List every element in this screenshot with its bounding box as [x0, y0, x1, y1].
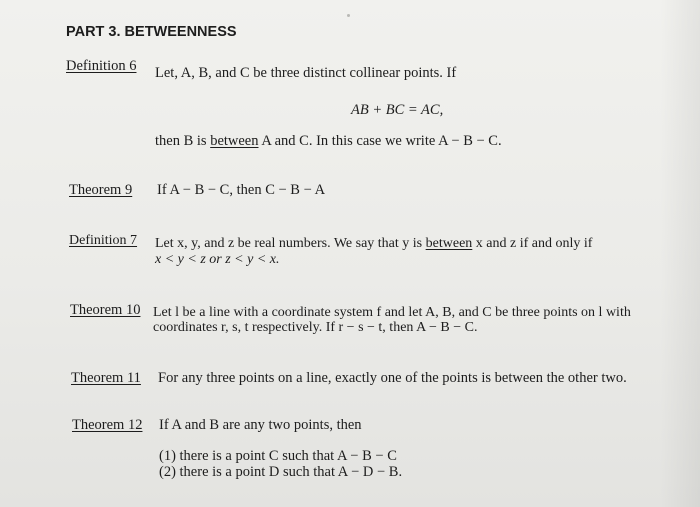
theorem-9-label: Theorem 9	[69, 182, 133, 198]
definition-7-text: Let x, y, and z be real numbers. We say that y is	[155, 236, 426, 251]
definition-7-label: Definition 7	[69, 233, 138, 248]
definition-7-between: between	[425, 236, 473, 251]
theorem-10-line1: Let l be a line with a coordinate system f and let A, B, and C be three points on l with	[153, 305, 631, 320]
definition-6-equation: AB + BC = AC,	[351, 102, 444, 118]
theorem-12-item-1: (1) there is a point C such that A − B − C	[159, 448, 397, 464]
theorem-11-label: Theorem 11	[71, 370, 141, 386]
definition-6-notation: A and C. In this case we write A − B − C.	[258, 133, 502, 149]
theorem-11-text: For any three points on a line, exactly one of the points is between the other two.	[158, 370, 627, 386]
theorem-10-line2: coordinates r, s, t respectively. If r − s − t, then A − B − C.	[153, 320, 478, 335]
theorem-12-item-2: (2) there is a point D such that A − D − B.	[159, 464, 403, 480]
definition-6-between: between	[210, 133, 259, 149]
definition-6-then: then B is	[155, 133, 211, 149]
definition-7-line2: x < y < z or z < y < x.	[155, 252, 280, 267]
page-shadow	[660, 0, 700, 507]
part-title: PART 3. BETWEENNESS	[66, 24, 237, 40]
theorem-10-label: Theorem 10	[70, 302, 141, 318]
theorem-12-text: If A and B are any two points, then	[159, 417, 362, 433]
definition-6-text: Let, A, B, and C be three distinct collinear points. If	[155, 65, 457, 81]
definition-6-label: Definition 6	[66, 58, 137, 74]
definition-7-text-end: x and z if and only if	[472, 236, 593, 251]
paper-speck	[347, 14, 350, 17]
theorem-9-text: If A − B − C, then C − B − A	[157, 182, 326, 198]
definition-6-conclusion	[155, 132, 502, 150]
theorem-12-label: Theorem 12	[72, 417, 143, 433]
